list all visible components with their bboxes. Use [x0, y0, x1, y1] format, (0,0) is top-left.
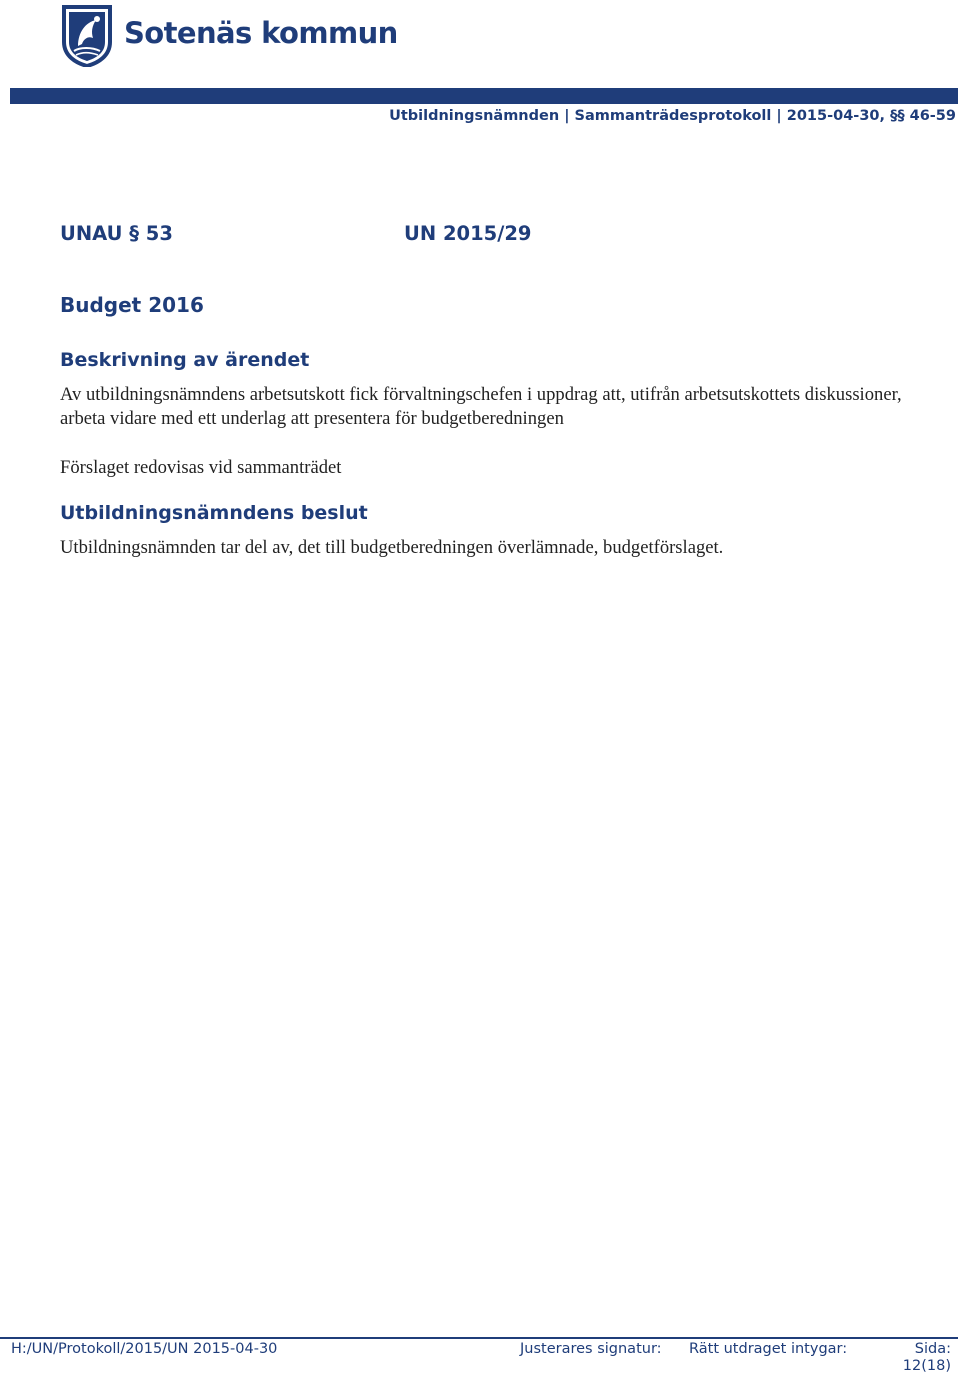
- footer-page-label: Sida:: [914, 1341, 951, 1357]
- description-heading: Beskrivning av ärendet: [60, 349, 310, 371]
- case-number: UN 2015/29: [404, 222, 532, 245]
- description-paragraph: Av utbildningsnämndens arbetsutskott fick förvaltningschefen i uppdrag att, utifrån arbetsutskottets diskussioner, arbeta vidare med ett underlag att presentera för budgetberedningen: [60, 384, 902, 429]
- protocol-header: Utbildningsnämnden | Sammanträdesprotokoll | 2015-04-30, §§ 46-59: [389, 108, 956, 124]
- description-paragraph: Förslaget redovisas vid sammanträdet: [60, 457, 342, 478]
- footer-page-number: 12(18): [902, 1358, 951, 1374]
- case-section: UNAU § 53: [60, 222, 173, 245]
- page-title: Budget 2016: [60, 293, 204, 317]
- footer-certify-label: Rätt utdraget intygar:: [689, 1341, 848, 1357]
- footer-signature-label: Justerares signatur:: [520, 1341, 662, 1357]
- coat-of-arms-icon: [60, 4, 114, 67]
- footer-rule: [0, 1337, 958, 1339]
- decision-text: Utbildningsnämnden tar del av, det till budgetberedningen överlämnade, budgetförslaget.: [60, 537, 724, 558]
- municipality-logo: [60, 4, 398, 67]
- decision-heading: Utbildningsnämndens beslut: [60, 502, 368, 524]
- brand-name: Sotenäs kommun: [124, 16, 398, 50]
- footer-file-path: H:/UN/Protokoll/2015/UN 2015-04-30: [11, 1341, 278, 1357]
- header-rule: [10, 88, 958, 104]
